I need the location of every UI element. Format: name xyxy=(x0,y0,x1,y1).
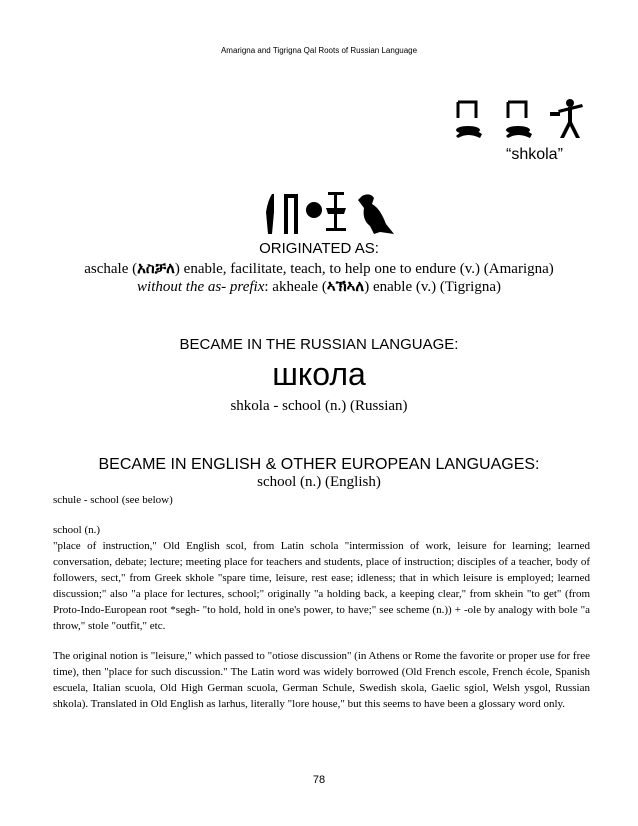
ethiopic-word-tigrigna: ኣኽኣለ xyxy=(326,279,365,295)
origin-line-tigrigna xyxy=(0,278,638,296)
hieroglyph-group-middle xyxy=(262,190,398,238)
russian-heading: BECAME IN THE RUSSIAN LANGUAGE: xyxy=(179,336,459,353)
english-gloss: school (n.) (English) xyxy=(257,474,381,490)
page-number: 78 xyxy=(312,774,326,786)
russian-gloss: shkola - school (n.) (Russian) xyxy=(230,398,408,414)
origin-line1-suffix: ) enable, facilitate, teach, to help one to endure (v.) (Amarigna) xyxy=(174,261,554,277)
body-text xyxy=(53,492,590,712)
origin-line2-italic: without the as- prefix xyxy=(137,279,265,295)
ethiopic-word-amarigna: አስቻለ xyxy=(137,261,175,277)
origin-heading: ORIGINATED AS: xyxy=(259,240,379,257)
page-header: Amarigna and Tigrigna Qal Roots of Russian Language xyxy=(220,46,418,55)
etymology-paragraph-1: "place of instruction," Old English scol, from Latin schola "intermission of work, leisure for learning; learned conversation, debate; lecture; meeting place for teachers and students, place of instruction; disciples of a teacher, body of followers, sect," from Greek skhole "spare time, leisure, rest ease; idleness; that in which leisure is employed; learned discussion;" also "a place for lectures, school;" originally "a holding back, a keeping clear," from skhein "to get" (from Proto-Indo-European root *segh- "to hold, hold in one's power, to have;" see scheme (n.)) + -ole by analogy with bole "a throw," stole "outfit," etc. xyxy=(53,540,590,632)
english-heading: BECAME IN ENGLISH & OTHER EUROPEAN LANGUAGES: xyxy=(98,456,540,473)
etymology-paragraph-2: The original notion is "leisure," which passed to "otiose discussion" (in Athens or Rome the favorite or proper use for free time), then "place for such discussion." The Latin word was widely borrowed (Old French escole, French école, Spanish escuela, Italian scuola, Old High German scuola, German Schule, Swedish skola, Gaelic sgiol, Welsh ysgol, Russian shkola). Translated in Old English as larhus, literally "lore house," but this seems to have been a glossary word only. xyxy=(53,650,590,710)
hieroglyph-group-top xyxy=(452,98,592,142)
origin-line1-prefix: aschale ( xyxy=(84,261,138,277)
word-caption: “shkola” xyxy=(506,146,563,163)
origin-line2-suffix: ) enable (v.) (Tigrigna) xyxy=(364,279,501,295)
body-line-schule: schule - school (see below) xyxy=(53,494,173,506)
entry-head: school (n.) xyxy=(53,524,101,536)
origin-line-amarigna xyxy=(0,260,638,278)
russian-word: школа xyxy=(272,356,366,392)
origin-line2-prefix: : akheale ( xyxy=(264,279,327,295)
